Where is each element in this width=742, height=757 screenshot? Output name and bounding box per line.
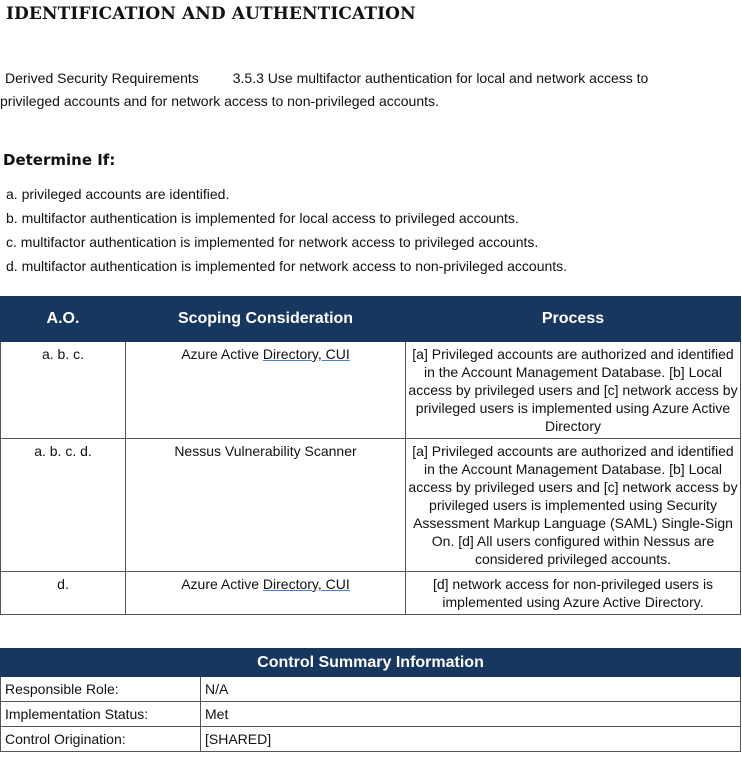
summary-label: Control Origination: bbox=[1, 727, 201, 752]
table-header-row bbox=[1, 297, 741, 342]
scope-cell bbox=[126, 342, 406, 439]
requirement-text-part2: privileged accounts and for network access to non-privileged accounts. bbox=[0, 93, 439, 109]
requirement-label: Derived Security Requirements bbox=[5, 70, 199, 86]
assessment-objective-table bbox=[0, 296, 741, 615]
summary-value: Met bbox=[201, 702, 741, 727]
objective-list bbox=[6, 186, 567, 282]
scope-text: Nessus Vulnerability Scanner bbox=[174, 443, 357, 459]
objective-item-d: d. multifactor authentication is implemented for network access to non-privileged accounts. bbox=[6, 258, 568, 274]
scope-text: Azure Active bbox=[181, 346, 263, 362]
process-cell: [a] Privileged accounts are authorized and identified in the Account Management Database. [b] Local access by privileged users and [c] network access by privileged users is implemented using Security Assessment Markup Language (SAML) Single-Sign On. [d] All users configured within Nessus are considered privileged accounts. bbox=[406, 439, 741, 572]
summary-row bbox=[1, 677, 741, 702]
column-header-scoping: Scoping Consideration bbox=[126, 297, 406, 342]
determine-title: Determine If: bbox=[3, 151, 116, 169]
column-header-ao: A.O. bbox=[1, 297, 126, 342]
scope-cell bbox=[126, 572, 406, 615]
scope-link[interactable]: Directory, CUI bbox=[262, 346, 350, 362]
scope-cell bbox=[126, 439, 406, 572]
summary-value: N/A bbox=[201, 677, 741, 702]
requirement-line-2 bbox=[0, 93, 740, 109]
objective-item-c: c. multifactor authentication is implemented for network access to privileged accounts. bbox=[6, 234, 539, 250]
summary-value: [SHARED] bbox=[201, 727, 741, 752]
column-header-process: Process bbox=[406, 297, 741, 342]
scope-link[interactable]: Directory, CUI bbox=[262, 576, 350, 592]
requirement-line-1 bbox=[5, 70, 742, 86]
summary-title: Control Summary Information bbox=[1, 649, 741, 677]
control-summary-table bbox=[0, 648, 741, 752]
summary-label: Implementation Status: bbox=[1, 702, 201, 727]
table-row bbox=[1, 342, 741, 439]
summary-label: Responsible Role: bbox=[1, 677, 201, 702]
scope-text: Azure Active bbox=[181, 576, 263, 592]
summary-header-row bbox=[1, 649, 741, 677]
requirement-text-part1: 3.5.3 Use multifactor authentication for local and network access to bbox=[232, 70, 649, 86]
table-row bbox=[1, 439, 741, 572]
ao-cell: a. b. c. d. bbox=[1, 439, 126, 572]
table-row bbox=[1, 572, 741, 615]
page-title: IDENTIFICATION AND AUTHENTICATION bbox=[6, 4, 416, 24]
summary-row bbox=[1, 702, 741, 727]
objective-item-b: b. multifactor authentication is implemented for local access to privileged accounts. bbox=[6, 210, 519, 226]
process-cell: [a] Privileged accounts are authorized and identified in the Account Management Database. [b] Local access by privileged users and [c] network access by privileged users is implemented using Azure Active Directory bbox=[406, 342, 741, 439]
summary-row bbox=[1, 727, 741, 752]
ao-cell: d. bbox=[1, 572, 126, 615]
ao-cell: a. b. c. bbox=[1, 342, 126, 439]
objective-item-a: a. privileged accounts are identified. bbox=[6, 186, 230, 202]
process-cell: [d] network access for non-privileged users is implemented using Azure Active Directory. bbox=[406, 572, 741, 615]
